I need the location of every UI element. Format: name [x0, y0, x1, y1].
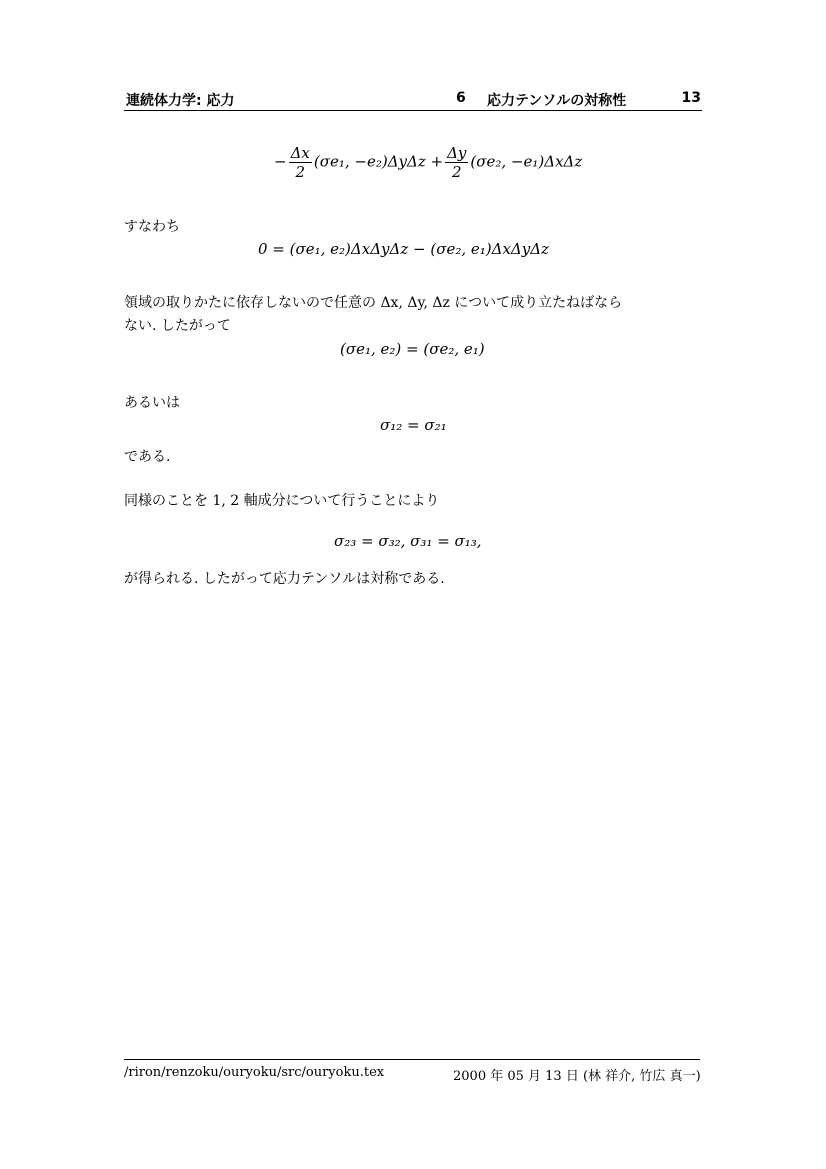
- paragraph-4: である.: [124, 449, 171, 465]
- equation-2: 0 = (σe₁, e₂)ΔxΔyΔz − (σe₂, e₁)ΔxΔyΔz: [258, 240, 549, 258]
- equation-3: (σe₁, e₂) = (σe₂, e₁): [340, 340, 485, 358]
- footer-path: /riron/renzoku/ouryoku/src/ouryoku.tex: [124, 1065, 385, 1080]
- equation-4: σ₁₂ = σ₂₁: [380, 416, 447, 434]
- paragraph-2-line-2: ない. したがって: [124, 318, 231, 334]
- eq1-prefix: −: [274, 152, 287, 171]
- eq1-frac2-num: Δy: [447, 144, 467, 162]
- paragraph-5: 同様のことを 1, 2 軸成分について行うことにより: [124, 493, 440, 509]
- equation-5: σ₂₃ = σ₃₂, σ₃₁ = σ₁₃,: [334, 532, 482, 550]
- eq1-frac2-den: 2: [451, 163, 462, 181]
- eq1-tail: (σe₂, −e₁)ΔxΔz: [470, 152, 583, 171]
- eq1-fraction-1: [289, 144, 312, 181]
- eq1-frac1-den: 2: [295, 163, 305, 181]
- paragraph-3: あるいは: [124, 395, 180, 411]
- page-number: 13: [681, 90, 701, 106]
- footer-rule: [124, 1059, 700, 1060]
- paragraph-2-line-1: 領域の取りかたに依存しないので任意の Δx, Δy, Δz について成り立たねばなら: [124, 295, 623, 311]
- header-rule: [124, 110, 702, 111]
- section-title: 応力テンソルの対称性: [487, 93, 627, 109]
- equation-1: [274, 144, 582, 181]
- section-number: 6: [456, 90, 466, 106]
- eq1-fraction-2: [445, 144, 468, 181]
- paragraph-6: が得られる. したがって応力テンソルは対称である.: [124, 571, 445, 587]
- eq1-frac1-num: Δx: [290, 144, 310, 162]
- paragraph-1: すなわち: [124, 219, 180, 235]
- running-header-title: 連続体力学: 応力: [126, 93, 235, 109]
- eq1-mid: (σe₁, −e₂)ΔyΔz +: [313, 152, 444, 171]
- footer-date-authors: 2000 年 05 月 13 日 (林 祥介, 竹広 真一): [453, 1069, 701, 1084]
